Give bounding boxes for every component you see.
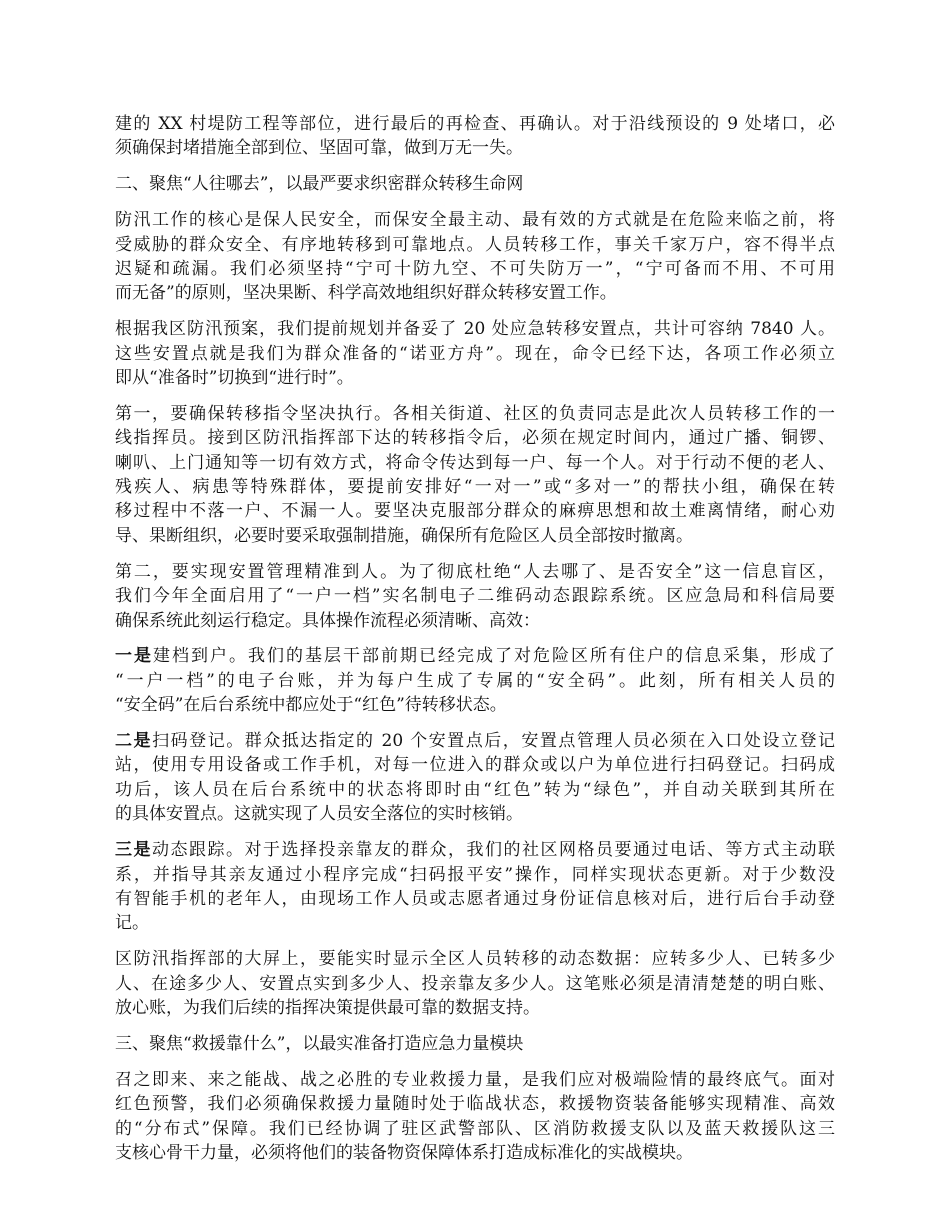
text-line: 残疾人、病患等特殊群体，要提前安排好“一对一”或“多对一”的帮扶小组，确保在转 [115, 477, 835, 498]
text-line: 受威胁的群众安全、有序地转移到可靠地点。人员转移工作，事关千家万户，容不得半点 [115, 234, 835, 255]
text-line: 的具体安置点。这就实现了人员安全落位的实时核销。 [115, 804, 523, 825]
bold-lead: 三是 [115, 840, 152, 861]
text-line: 区防汛指挥部的大屏上，要能实时显示全区人员转移的动态数据：应转多少人、已转多少 [115, 949, 835, 970]
text-line: 即从“准备时”切换到“进行时”。 [115, 368, 354, 389]
text-line [115, 729, 835, 753]
section-heading [115, 1032, 835, 1056]
line-text: 扫码登记。群众抵达指定的 20 个安置点后，安置点管理人员必须在入口处设立登记 [152, 731, 835, 752]
body-paragraph [115, 947, 835, 1020]
text-line: 功后，该人员在后台系统中的状态将即时由“红色”转为“绿色”，并自动关联到其所在 [115, 779, 835, 800]
text-line: “安全码”在后台系统中都应处于“红色”待转移状态。 [115, 695, 507, 716]
text-line: 防汛工作的核心是保人民安全，而保安全最主动、最有效的方式就是在危险来临之前，将 [115, 210, 835, 231]
text-line: 系，并指导其亲友通过小程序完成“扫码报平安”操作，同样实现状态更新。对于少数没 [115, 864, 835, 885]
text-line: 三、聚焦“救援靠什么”，以最实准备打造应急力量模块 [115, 1033, 524, 1054]
bold-lead: 一是 [115, 646, 153, 667]
body-paragraph [115, 1068, 835, 1166]
text-line: 记。 [115, 913, 149, 934]
text-line [115, 838, 835, 862]
text-line: 的“分布式”保障。我们已经协调了驻区武警部队、区消防救援支队以及蓝天救援队这三 [115, 1118, 835, 1139]
text-line: 有智能手机的老年人，由现场工作人员或志愿者通过身份证信息核对后，进行后台手动登 [115, 888, 835, 909]
text-line: 第一，要确保转移指令坚决执行。各相关街道、社区的负责同志是此次人员转移工作的一 [115, 403, 835, 424]
body-paragraph [115, 402, 835, 548]
text-line: 站，使用专用设备或工作手机，对每一位进入的群众或以户为单位进行扫码登记。扫码成 [115, 755, 835, 776]
text-line: 线指挥员。接到区防汛指挥部下达的转移指令后，必须在规定时间内，通过广播、铜锣、 [115, 428, 835, 449]
line-text: 建档到户。我们的基层干部前期已经完成了对危险区所有住户的信息采集，形成了 [153, 646, 835, 667]
body-paragraph [115, 838, 835, 936]
body-paragraph [115, 644, 835, 717]
text-line: 而无备”的原则，坚决果断、科学高效地组织好群众转移安置工作。 [115, 283, 617, 304]
text-line: 红色预警，我们必须确保救援力量随时处于临战状态，救援物资装备能够实现精准、高效 [115, 1094, 835, 1115]
text-line: 支核心骨干力量，必须将他们的装备物资保障体系打造成标准化的实战模块。 [115, 1142, 693, 1163]
body-paragraph [115, 208, 835, 306]
text-line: 须确保封堵措施全部到位、坚固可靠，做到万无一失。 [115, 138, 523, 159]
document-page [115, 112, 835, 1177]
text-line: 我们今年全面启用了“一户一档”实名制电子二维码动态跟踪系统。区应急局和科信局要 [115, 586, 835, 607]
text-line: 喇叭、上门通知等一切有效方式，将命令传达到每一户、每一个人。对于行动不便的老人、 [115, 452, 835, 473]
body-paragraph [115, 560, 835, 633]
text-line: 导、果断组织，必要时要采取强制措施，确保所有危险区人员全部按时撤离。 [115, 525, 693, 546]
section-heading [115, 172, 835, 196]
text-line: 迟疑和疏漏。我们必须坚持“宁可十防九空、不可失防万一”，“宁可备而不用、不可用 [115, 258, 835, 279]
text-line: 确保系统此刻运行稳定。具体操作流程必须清晰、高效： [115, 610, 540, 631]
text-line: 第二，要实现安置管理精准到人。为了彻底杜绝“人去哪了、是否安全”这一信息盲区， [115, 561, 835, 582]
text-line: “一户一档”的电子台账，并为每户生成了专属的“安全码”。此刻，所有相关人员的 [115, 670, 835, 691]
text-line: 根据我区防汛预案，我们提前规划并备妥了 20 处应急转移安置点，共计可容纳 7840 人。 [115, 319, 835, 340]
body-paragraph [115, 112, 835, 161]
text-line [115, 644, 835, 668]
text-line: 这些安置点就是我们为群众准备的“诺亚方舟”。现在，命令已经下达，各项工作必须立 [115, 343, 835, 364]
text-line: 召之即来、来之能战、战之必胜的专业救援力量，是我们应对极端险情的最终底气。面对 [115, 1069, 835, 1090]
text-line: 建的 XX 村堤防工程等部位，进行最后的再检查、再确认。对于沿线预设的 9 处堵口，必 [115, 114, 835, 134]
line-text: 动态跟踪。对于选择投亲靠友的群众，我们的社区网格员要通过电话、等方式主动联 [152, 840, 835, 861]
body-paragraph [115, 729, 835, 827]
text-line: 人、在途多少人、安置点实到多少人、投亲靠友多少人。这笔账必须是清清楚楚的明白账、 [115, 973, 835, 994]
text-line: 放心账，为我们后续的指挥决策提供最可靠的数据支持。 [115, 998, 540, 1018]
text-line: 移过程中不落一户、不漏一人。要坚决克服部分群众的麻痹思想和故土难离情绪，耐心劝 [115, 501, 835, 522]
body-paragraph [115, 317, 835, 390]
text-line: 二、聚焦“人往哪去”，以最严要求织密群众转移生命网 [115, 174, 524, 195]
bold-lead: 二是 [115, 731, 153, 752]
